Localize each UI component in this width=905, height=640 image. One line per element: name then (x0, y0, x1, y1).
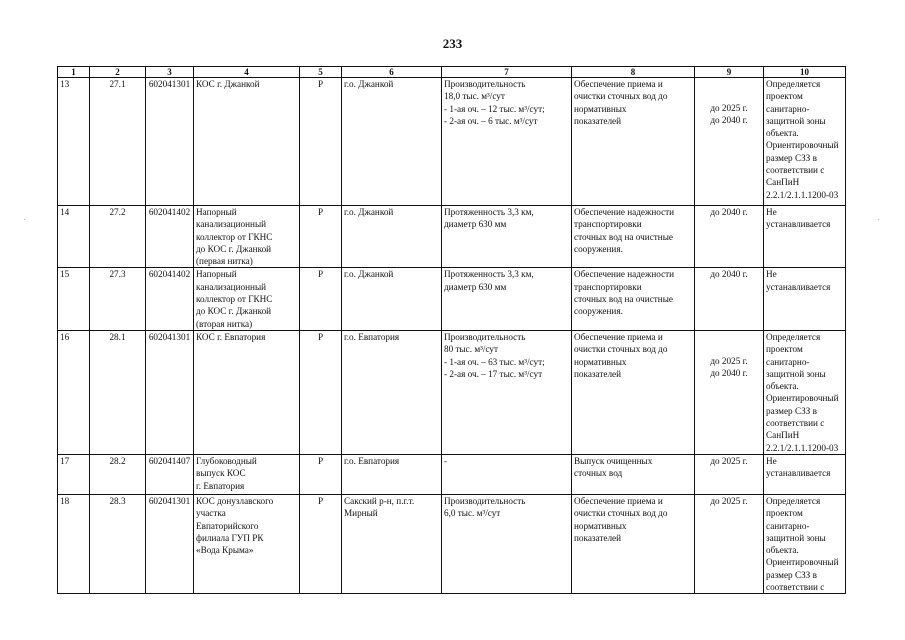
table-row (58, 454, 846, 494)
table-row (58, 206, 846, 268)
object-deadline (695, 454, 764, 494)
object-id: 602041407 (146, 454, 194, 494)
row-code: 27.2 (90, 206, 146, 268)
object-name: Напорный канализационный коллектор от ГКНС до КОС г. Джанкой (первая нитка) (194, 206, 300, 268)
row-number: 16 (58, 330, 90, 454)
column-header: 4 (194, 67, 300, 78)
object-deadline (695, 494, 764, 593)
column-number-row (58, 67, 846, 78)
row-number: 15 (58, 268, 90, 330)
object-purpose: Выпуск очищенных сточных вод (572, 454, 695, 494)
object-status: Р (300, 78, 342, 206)
object-name: КОС г. Евпатория (194, 330, 300, 454)
deadline-text: до 2025 г. до 2040 г. (710, 103, 748, 126)
row-code: 28.3 (90, 494, 146, 593)
page-number: 233 (442, 36, 463, 51)
row-number: 18 (58, 494, 90, 593)
object-parameters: Протяженность 3,3 км, диаметр 630 мм (442, 206, 572, 268)
table-row (58, 330, 846, 454)
infrastructure-table (57, 66, 846, 594)
deadline-text: до 2040 г. (710, 207, 748, 217)
deadline-text: до 2040 г. (710, 269, 748, 280)
object-id: 602041402 (146, 206, 194, 268)
object-purpose: Обеспечение приема и очистки сточных вод до нормативных показателей (572, 494, 695, 593)
object-purpose: Обеспечение надежности транспортировки сточных вод на очистные сооружения. (572, 268, 695, 330)
object-name: Глубоководный выпуск КОС г. Евпатория (194, 454, 300, 494)
object-id: 602041402 (146, 268, 194, 330)
object-location: Сакский р-н, п.г.т. Мирный (342, 494, 442, 593)
object-status: Р (300, 206, 342, 268)
row-code: 27.3 (90, 268, 146, 330)
object-status: Р (300, 494, 342, 593)
column-header: 6 (342, 67, 442, 78)
row-code: 28.2 (90, 454, 146, 494)
sanitary-zone: Определяется проектом санитарно- защитной зоны объекта. Ориентировочный размер СЗЗ в соответствии с СанПиН 2.2.1/2.1.1.1200-03 (764, 78, 846, 206)
scan-speck: . (24, 216, 26, 222)
object-name: Напорный канализационный коллектор от ГКНС до КОС г. Джанкой (вторая нитка) (194, 268, 300, 330)
column-header: 7 (442, 67, 572, 78)
column-header: 5 (300, 67, 342, 78)
table-body (58, 78, 846, 594)
object-name: КОС донузлавского участка Евпаторийского филиала ГУП РК «Вода Крыма» (194, 494, 300, 593)
object-location: г.о. Джанкой (342, 268, 442, 330)
object-status: Р (300, 330, 342, 454)
object-location: г.о. Джанкой (342, 206, 442, 268)
object-location: г.о. Евпатория (342, 330, 442, 454)
object-parameters: Производительность 80 тыс. м³/сут - 1-ая оч. – 63 тыс. м³/сут; - 2-ая оч. – 17 тыс. м³/сут (442, 330, 572, 454)
object-location: г.о. Джанкой (342, 78, 442, 206)
object-status: Р (300, 268, 342, 330)
column-header: 10 (764, 67, 846, 78)
object-id: 602041301 (146, 78, 194, 206)
object-purpose: Обеспечение приема и очистки сточных вод до нормативных показателей (572, 330, 695, 454)
table-row (58, 268, 846, 330)
object-status: Р (300, 454, 342, 494)
row-code: 27.1 (90, 78, 146, 206)
sanitary-zone: Не устанавливается (764, 454, 846, 494)
column-header: 1 (58, 67, 90, 78)
object-deadline (695, 206, 764, 268)
deadline-text: до 2025 г. (710, 495, 748, 506)
table-row (58, 494, 846, 593)
deadline-text: до 2025 г. (710, 455, 748, 466)
object-parameters: Производительность 6,0 тыс. м³/сут (442, 494, 572, 593)
sanitary-zone: Определяется проектом санитарно- защитной зоны объекта. Ориентировочный размер СЗЗ в соответствии с (764, 494, 846, 593)
object-purpose: Обеспечение приема и очистки сточных вод до нормативных показателей (572, 78, 695, 206)
sanitary-zone: Определяется проектом санитарно- защитной зоны объекта. Ориентировочный размер СЗЗ в соответствии с СанПиН 2.2.1/2.1.1.1200-03 (764, 330, 846, 454)
sanitary-zone: Не устанавливается (764, 268, 846, 330)
row-number: 14 (58, 206, 90, 268)
object-deadline (695, 268, 764, 330)
sanitary-zone: Не устанавливается (764, 206, 846, 268)
object-name: КОС г. Джанкой (194, 78, 300, 206)
scan-speck: . (878, 216, 880, 222)
column-header: 3 (146, 67, 194, 78)
object-deadline (695, 78, 764, 206)
deadline-text: до 2025 г. до 2040 г. (710, 355, 748, 379)
object-deadline (695, 330, 764, 454)
table-header (58, 67, 846, 78)
row-number: 13 (58, 78, 90, 206)
row-number: 17 (58, 454, 90, 494)
table-row (58, 78, 846, 206)
row-code: 28.1 (90, 330, 146, 454)
object-purpose: Обеспечение надежности транспортировки сточных вод на очистные сооружения. (572, 206, 695, 268)
object-parameters: Производительность 18,0 тыс. м³/сут - 1-ая оч. – 12 тыс. м³/сут; - 2-ая оч. – 6 тыс. м³/сут (442, 78, 572, 206)
object-location: г.о. Евпатория (342, 454, 442, 494)
object-id: 602041301 (146, 494, 194, 593)
object-id: 602041301 (146, 330, 194, 454)
column-header: 9 (695, 67, 764, 78)
object-parameters: - (442, 454, 572, 494)
column-header: 2 (90, 67, 146, 78)
column-header: 8 (572, 67, 695, 78)
object-parameters: Протяженность 3,3 км, диаметр 630 мм (442, 268, 572, 330)
